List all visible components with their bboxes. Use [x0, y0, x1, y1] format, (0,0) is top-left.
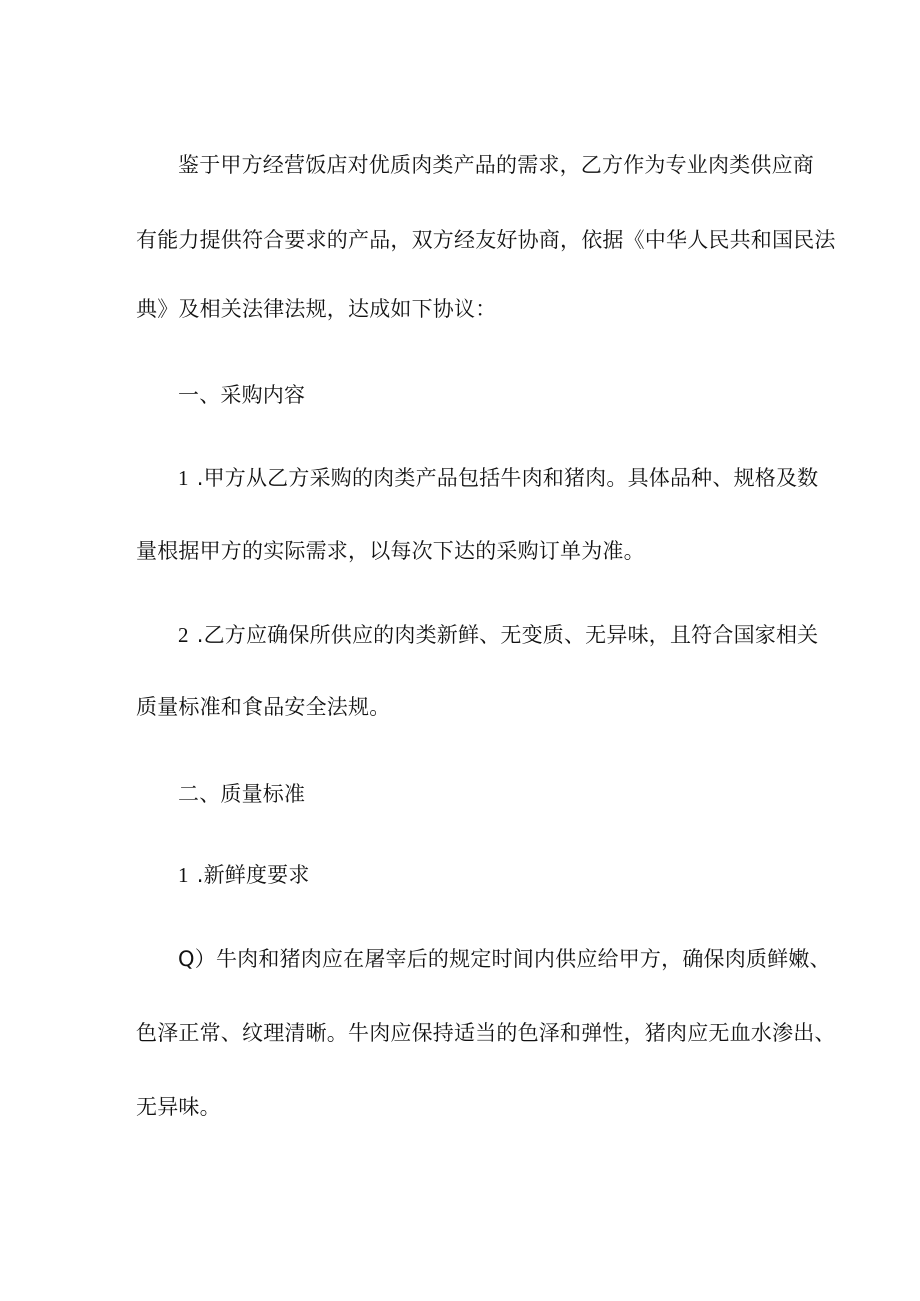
- section-2-sub-1-line-1: [178, 944, 831, 974]
- item-number: 2: [178, 623, 189, 647]
- item-number: 1: [178, 863, 189, 887]
- section-1-item-1-line-2: 量根据甲方的实际需求，以每次下达的采购订单为准。: [136, 539, 645, 563]
- item-text: .乙方应确保所供应的肉类新鲜、无变质、无异味，且符合国家相关: [196, 623, 819, 647]
- intro-line-2: 有能力提供符合要求的产品，双方经友好协商，依据《中华人民共和国民法: [136, 228, 836, 252]
- section-2-item-1: [178, 860, 310, 890]
- section-1-heading: 一、采购内容: [178, 383, 306, 407]
- section-1-item-1-line-1: [178, 463, 818, 493]
- section-2-sub-1-line-3: 无异味。: [136, 1095, 221, 1119]
- section-1-item-2-line-1: [178, 620, 818, 650]
- item-text: .新鲜度要求: [196, 863, 310, 887]
- section-2-sub-1-line-2: 色泽正常、纹理清晰。牛肉应保持适当的色泽和弹性，猪肉应无血水渗出、: [136, 1021, 836, 1045]
- sub-marker: Q）: [178, 947, 216, 971]
- item-number: 1: [178, 466, 189, 490]
- sub-text: 牛肉和猪肉应在屠宰后的规定时间内供应给甲方，确保肉质鲜嫩、: [215, 947, 831, 971]
- section-2-heading: 二、质量标准: [178, 782, 306, 806]
- section-1-item-2-line-2: 质量标准和食品安全法规。: [136, 695, 391, 719]
- intro-line-3: 典》及相关法律法规，达成如下协议：: [136, 297, 497, 321]
- item-text: .甲方从乙方采购的肉类产品包括牛肉和猪肉。具体品种、规格及数: [196, 466, 819, 490]
- intro-line-1: 鉴于甲方经营饭店对优质肉类产品的需求，乙方作为专业肉类供应商: [178, 153, 814, 177]
